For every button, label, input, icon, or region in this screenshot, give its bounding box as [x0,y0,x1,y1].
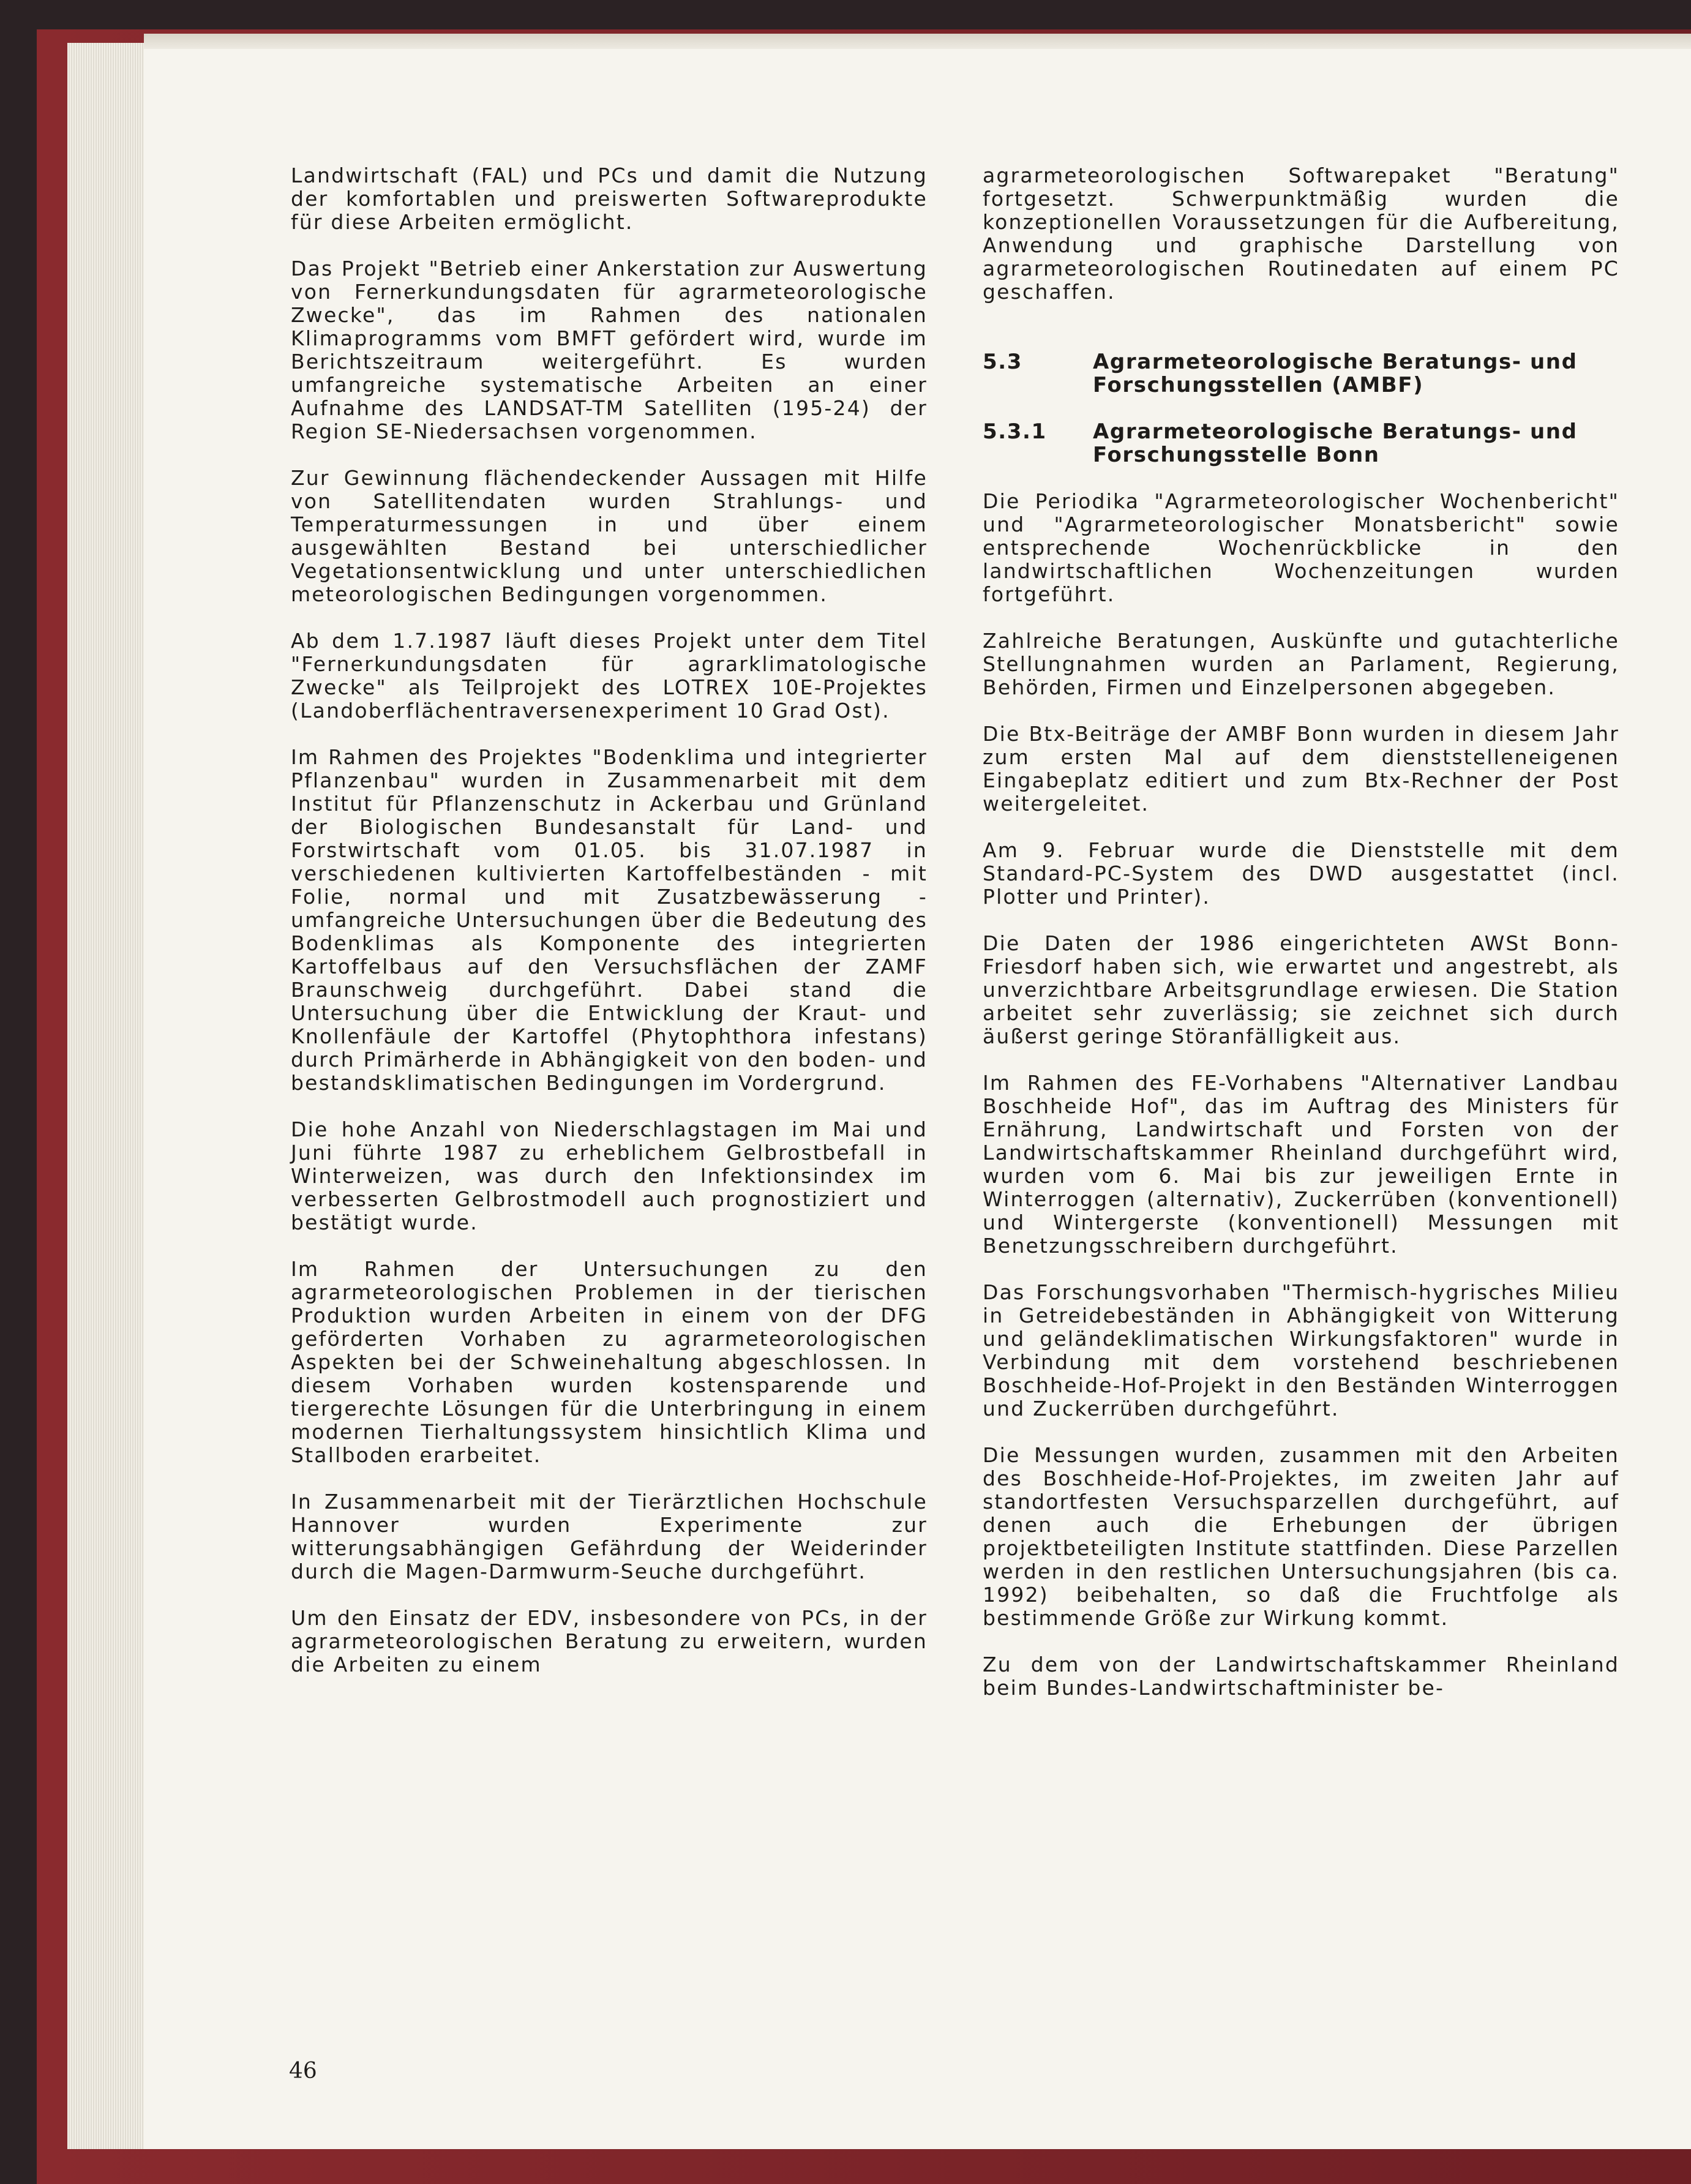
paragraph: Zur Gewinnung flächendeckender Aussagen mit Hilfe von Satellitendaten wurden Strahlungs- und Temperaturmessungen in und über einem ausgewählten Bestand bei unterschiedlicher Vegetationsentwicklung und unter unterschiedlichen meteorologischen Bedingungen vorgenommen. [291,466,928,606]
paragraph: Landwirtschaft (FAL) und PCs und damit die Nutzung der komfortablen und preiswerten Softwareprodukte für diese Arbeiten ermöglicht. [291,163,928,234]
section-title: Agrarmeteorologische Beratungs- und Forschungsstellen (AMBF) [1093,350,1578,397]
paragraph: Am 9. Februar wurde die Dienststelle mit dem Standard-PC-System des DWD ausgestattet (incl. Plotter und Printer). [983,838,1619,909]
paragraph: agrarmeteorologischen Softwarepaket "Beratung" fortgesetzt. Schwerpunktmäßig wurden die konzeptionellen Voraussetzungen für die Aufbereitung, Anwendung und graphische Darstellung von agrarmeteorologischen Routinedaten auf einem PC geschaffen. [983,163,1619,304]
paragraph: Im Rahmen des FE-Vorhabens "Alternativer Landbau Boschheide Hof", das im Auftrag des Ministers für Ernährung, Landwirtschaft und Forsten von der Landwirtschaftskammer Rheinland durchgeführt wird, wurden vom 6. Mai bis zur jeweiligen Ernte in Winterroggen (alternativ), Zuckerrüben (konventionell) und Wintergerste (konventionell) Messungen mit Benetzungsschreibern durchgeführt. [983,1071,1619,1258]
book-page [144,49,1691,2149]
paragraph: Die Periodika "Agrarmeteorologischer Wochenbericht" und "Agrarmeteorologischer Monatsbericht" sowie entsprechende Wochenrückblicke in den landwirtschaftlichen Wochenzeitungen wurden fortgeführt. [983,489,1619,606]
paragraph: In Zusammenarbeit mit der Tierärztlichen Hochschule Hannover wurden Experimente zur witterungsabhängigen Gefährdung der Weiderinder durch die Magen-Darmwurm-Seuche durchgeführt. [291,1490,928,1583]
section-heading-5-3-1 [983,420,1619,467]
left-column [291,164,928,1676]
page-number: 46 [289,2058,317,2084]
paragraph: Das Projekt "Betrieb einer Ankerstation zur Auswertung von Fernerkundungsdaten für agrarmeteorologische Zwecke", das im Rahmen des nationalen Klimaprogramms vom BMFT gefördert wird, wurde im Berichtszeitraum weitergeführt. Es wurden umfangreiche systematische Arbeiten an einer Aufnahme des LANDSAT-TM Satelliten (195-24) der Region SE-Niedersachsen vorgenommen. [291,257,928,443]
paragraph: Das Forschungsvorhaben "Thermisch-hygrisches Milieu in Getreidebeständen in Abhängigkeit von Witterung und geländeklimatischen Wirkungsfaktoren" wurde in Verbindung mit dem vorstehend beschriebenen Boschheide-Hof-Projekt in den Beständen Winterroggen und Zuckerrüben durchgeführt. [983,1280,1619,1420]
paragraph: Die Btx-Beiträge der AMBF Bonn wurden in diesem Jahr zum ersten Mal auf dem dienststelleneigenen Eingabeplatz editiert und zum Btx-Rechner der Post weitergeleitet. [983,722,1619,816]
section-heading-5-3 [983,350,1619,397]
paragraph: Im Rahmen des Projektes "Bodenklima und integrierter Pflanzenbau" wurden in Zusammenarbeit mit dem Institut für Pflanzenschutz in Ackerbau und Grünland der Biologischen Bundesanstalt für Land- und Forstwirtschaft vom 01.05. bis 31.07.1987 in verschiedenen kultivierten Kartoffelbeständen - mit Folie, normal und mit Zusatzbewässerung - umfangreiche Untersuchungen über die Bedeutung des Bodenklimas als Komponente des integrierten Kartoffelbaus auf den Versuchsflächen der ZAMF Braunschweig durchgeführt. Dabei stand die Untersuchung über die Entwicklung der Kraut- und Knollenfäule der Kartoffel (Phytophthora infestans) durch Primärherde in Abhängigkeit von den boden- und bestandsklimatischen Bedingungen im Vordergrund. [291,745,928,1095]
section-number: 5.3 [983,350,1023,374]
paragraph: Die Messungen wurden, zusammen mit den Arbeiten des Boschheide-Hof-Projektes, im zweiten Jahr auf standortfesten Versuchsparzellen durchgeführt, auf denen auch die Erhebungen der übrigen projektbeteiligten Institute stattfinden. Diese Parzellen werden in den restlichen Untersuchungsjahren (bis ca. 1992) beibehalten, so daß die Fruchtfolge als bestimmende Größe zur Wirkung kommt. [983,1443,1619,1630]
paragraph: Im Rahmen der Untersuchungen zu den agrarmeteorologischen Problemen in der tierischen Produktion wurden Arbeiten in einem von der DFG geförderten Vorhaben zu agrarmeteorologischen Aspekten bei der Schweinehaltung abgeschlossen. In diesem Vorhaben wurden kostensparende und tiergerechte Lösungen für die Unterbringung in einem modernen Tierhaltungssystem hinsichtlich Klima und Stallboden erarbeitet. [291,1257,928,1467]
page-stack-edge [67,43,147,2149]
paragraph: Um den Einsatz der EDV, insbesondere von PCs, in der agrarmeteorologischen Beratung zu erweitern, wurden die Arbeiten zu einem [291,1606,928,1676]
paragraph: Die Daten der 1986 eingerichteten AWSt Bonn-Friesdorf haben sich, wie erwartet und angestrebt, als unverzichtbare Arbeitsgrundlage erwiesen. Die Station arbeitet sehr zuverlässig; sie zeichnet sich durch äußerst geringe Störanfälligkeit aus. [983,931,1619,1048]
paragraph: Ab dem 1.7.1987 läuft dieses Projekt unter dem Titel "Fernerkundungsdaten für agrarklimatologische Zwecke" als Teilprojekt des LOTREX 10E-Projektes (Landoberflächentraversenexperiment 10 Grad Ost). [291,629,928,722]
right-column [983,164,1619,1700]
paragraph: Die hohe Anzahl von Niederschlagstagen im Mai und Juni führte 1987 zu erheblichem Gelbrostbefall in Winterweizen, was durch den Infektionsindex im verbesserten Gelbrostmodell auch prognostiziert und bestätigt wurde. [291,1117,928,1234]
paragraph: Zu dem von der Landwirtschaftskammer Rheinland beim Bundes-Landwirtschaftminister be- [983,1653,1619,1700]
section-title: Agrarmeteorologische Beratungs- und Forschungsstelle Bonn [1093,419,1578,467]
section-number: 5.3.1 [983,419,1047,444]
paragraph: Zahlreiche Beratungen, Auskünfte und gutachterliche Stellungnahmen wurden an Parlament, Regierung, Behörden, Firmen und Einzelpersonen abgegeben. [983,629,1619,699]
